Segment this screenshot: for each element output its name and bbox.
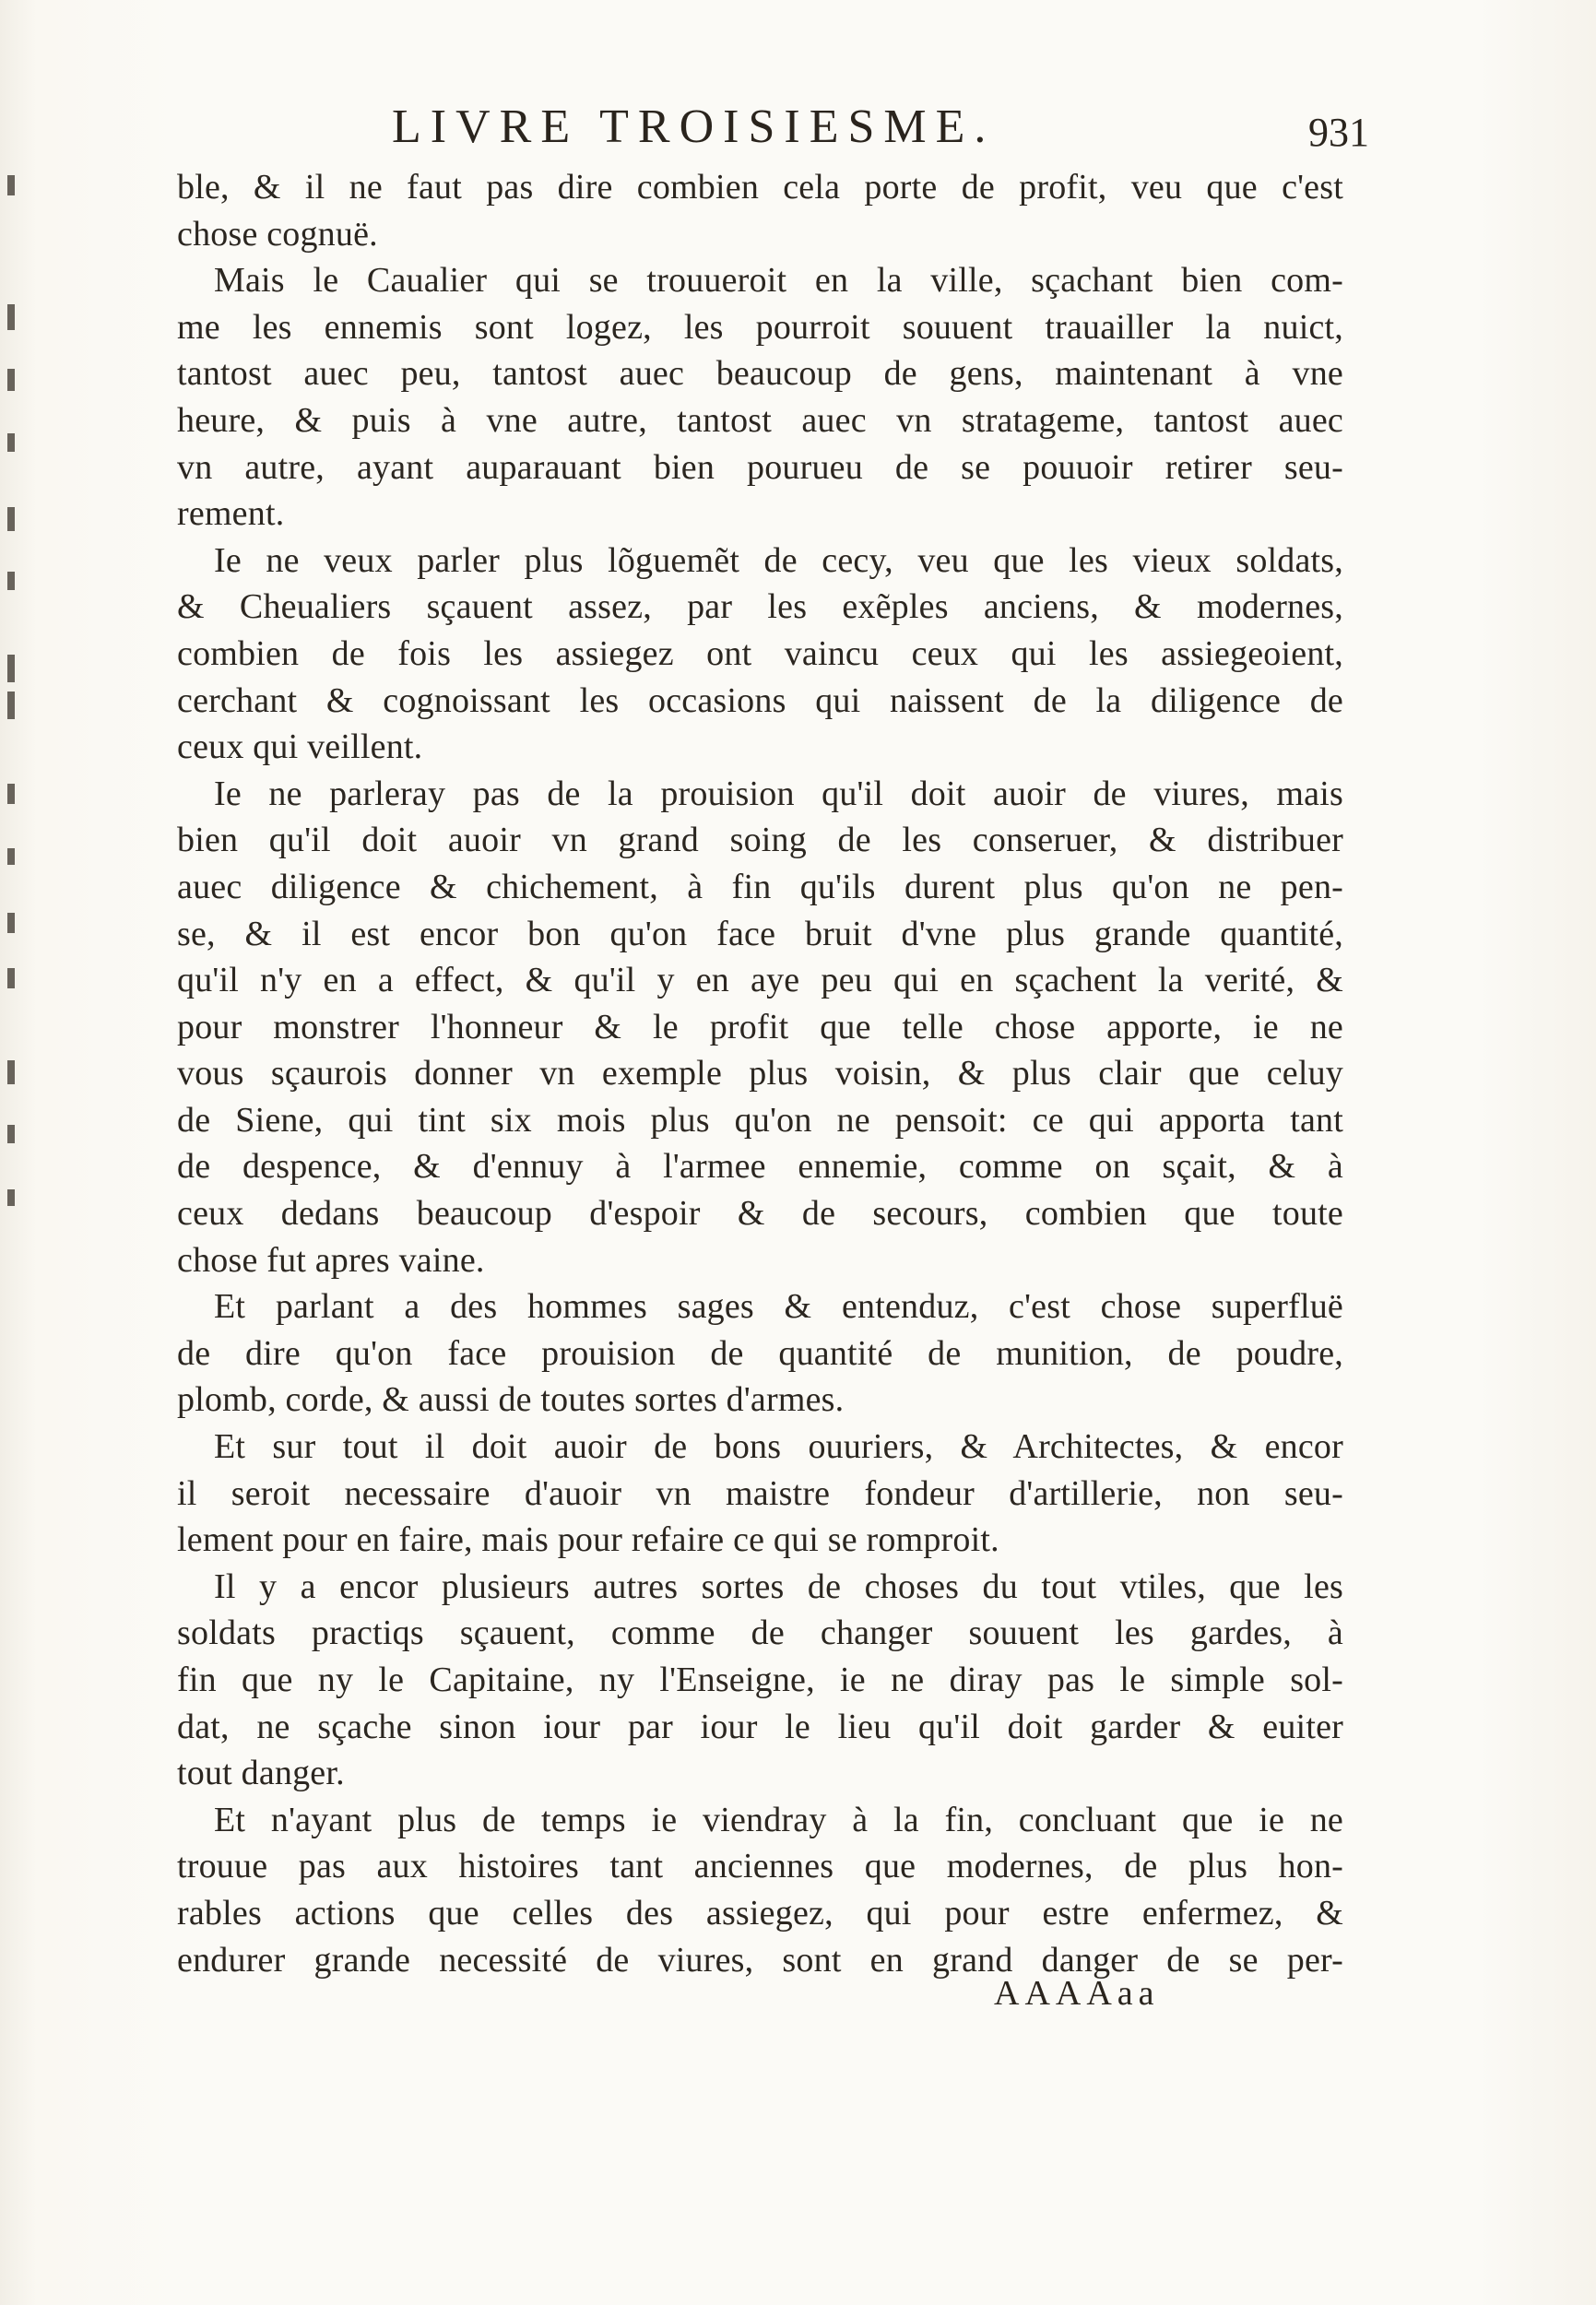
text-line: Il y a encor plusieurs autres sortes de choses du tout vtiles, que les [214, 1566, 1343, 1606]
page-edge-marks [7, 138, 26, 1245]
paragraph [177, 1283, 1343, 1424]
paragraph [177, 771, 1343, 1284]
text-line: rement. [177, 494, 285, 534]
text-line: lement pour en faire, mais pour refaire ce qui se romproit. [177, 1520, 999, 1560]
text-line: tout danger. [177, 1754, 345, 1793]
text-line: chose cognuë. [177, 214, 378, 254]
text-line: fin que ny le Capitaine, ny l'Enseigne, ie ne diray pas le simple sol- [177, 1661, 1343, 1699]
text-line: Mais le Caualier qui se trouueroit en la ville, sçachant bien com- [214, 261, 1343, 301]
text-line: combien de fois les assiegez ont vaincu ceux qui les assiegeoient, [177, 633, 1343, 673]
signature-mark: AAAAaa [994, 1974, 1160, 2013]
text-line: heure, & puis à vne autre, tantost auec vn stratageme, tantost auec [177, 400, 1343, 440]
text-line: de Siene, qui tint six mois plus qu'on ne pensoit: ce qui apporta tant [177, 1100, 1343, 1140]
text-line: Et sur tout il doit auoir de bons ouuriers, & Architectes, & encor [214, 1427, 1343, 1467]
paragraph [177, 1797, 1343, 1983]
text-line: trouue pas aux histoires tant anciennes que modernes, de plus hon- [177, 1847, 1343, 1886]
text-line: tantost auec peu, tantost auec beaucoup de gens, maintenant à vne [177, 354, 1343, 394]
text-line: plomb, corde, & aussi de toutes sortes d'armes. [177, 1380, 845, 1420]
text-line: dat, ne sçache sinon iour par iour le lieu qu'il doit garder & euiter [177, 1707, 1343, 1746]
paragraph [177, 538, 1343, 771]
text-line: vous sçaurois donner vn exemple plus voisin, & plus clair que celuy [177, 1054, 1343, 1093]
text-line: Et n'ayant plus de temps ie viendray à la fin, concluant que ie ne [214, 1800, 1343, 1839]
text-line: & Cheualiers sçauent assez, par les exẽples anciens, & modernes, [177, 587, 1343, 627]
text-line: Ie ne parleray pas de la prouision qu'il doit auoir de viures, mais [214, 774, 1343, 813]
text-line: auec diligence & chichement, à fin qu'ils durent plus qu'on ne pen- [177, 867, 1343, 906]
text-line: se, & il est encor bon qu'on face bruit d'vne plus grande quantité, [177, 914, 1343, 953]
text-line: chose fut apres vaine. [177, 1240, 485, 1280]
running-title: LIVRE TROISIESME. [392, 100, 996, 153]
paragraph [177, 257, 1343, 538]
text-line: endurer grande necessité de viures, sont en grand danger de se per- [177, 1940, 1343, 1980]
paragraph [177, 1564, 1343, 1797]
text-line: me les ennemis sont logez, les pourroit souuent trauailler la nuict, [177, 307, 1343, 347]
text-line: qu'il n'y en a effect, & qu'il y en aye peu qui en sçachent la verité, & [177, 961, 1343, 1000]
text-line: cerchant & cognoissant les occasions qui naissent de la diligence de [177, 680, 1343, 720]
paragraph [177, 164, 1343, 257]
page-header [180, 100, 1369, 155]
text-line: bien qu'il doit auoir vn grand soing de les conseruer, & distribuer [177, 821, 1343, 860]
text-line: Ie ne veux parler plus lõguemẽt de cecy, veu que les vieux soldats, [214, 540, 1343, 580]
page-number: 931 [1308, 110, 1369, 155]
text-line: rables actions que celles des assiegez, qui pour estre enfermez, & [177, 1893, 1343, 1933]
paragraph [177, 1424, 1343, 1564]
text-line: ceux qui veillent. [177, 727, 423, 767]
body-text [177, 164, 1343, 1983]
text-line: pour monstrer l'honneur & le profit que telle chose apporte, ie ne [177, 1007, 1343, 1046]
text-line: vn autre, ayant auparauant bien pourueu de se pouuoir retirer seu- [177, 447, 1343, 487]
text-line: de dire qu'on face prouision de quantité de munition, de poudre, [177, 1333, 1343, 1373]
text-line: de despence, & d'ennuy à l'armee ennemie, comme on sçait, & à [177, 1147, 1343, 1187]
text-line: ceux dedans beaucoup d'espoir & de secours, combien que toute [177, 1194, 1343, 1234]
text-line: soldats practiqs sçauent, comme de changer souuent les gardes, à [177, 1614, 1343, 1653]
text-line: ble, & il ne faut pas dire combien cela porte de profit, veu que c'est [177, 168, 1343, 207]
text-line: Et parlant a des hommes sages & entenduz, c'est chose superfluë [214, 1287, 1343, 1327]
text-line: il seroit necessaire d'auoir vn maistre fondeur d'artillerie, non seu- [177, 1473, 1343, 1513]
